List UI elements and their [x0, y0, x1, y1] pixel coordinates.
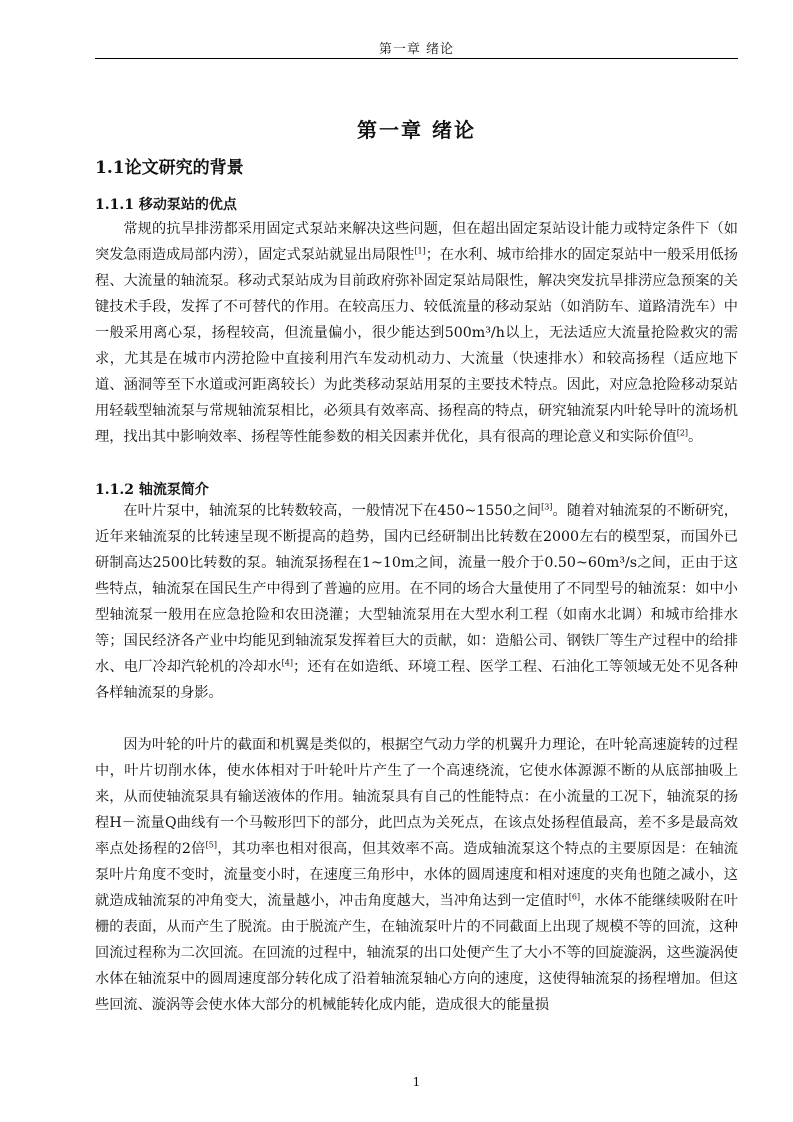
subsection-title-mobile-pump-station: 1.1.1 移动泵站的优点: [95, 197, 237, 213]
citation-ref: [6]: [568, 892, 581, 902]
citation-ref: [2]: [676, 428, 689, 438]
paragraph-text: 因为叶轮的叶片的截面和机翼是类似的，根据空气动力学的机翼升力理论，在叶轮高速旋转的过程中，叶片切削水体，使水体相对于叶轮叶片产生了一个高速绕流，它使水体源源不断的从底部抽吸上来，从而使轴流泵具有输送液体的作用。轴流泵具有自己的性能特点：在小流量的工况下，轴流泵的扬程H－流量Q曲线有一个马鞍形凹下的部分，此凹点为关死点，在该点处扬程值最高，差不多是最高效率点处扬程的2倍: [95, 737, 738, 857]
citation-ref: [4]: [281, 658, 294, 668]
subsection-title-axial-pump: 1.1.2 轴流泵简介: [95, 482, 209, 498]
paragraph-text: ；在水利、城市给排水的固定泵站中一般采用低扬程、大流量的轴流泵。移动式泵站成为目前政府弥补固定泵站局限性，解决突发抗旱排涝应急预案的关键技术手段，发挥了不可替代的作用。在较高压力、较低流量的移动泵站（如消防车、道路清洗车）中一般采用离心泵，扬程较高，但流量偏小，很少能达到500m³/h以上，无法适应大流量抢险救灾的需求，尤其是在城市内涝抢险中直接利用汽车发动机动力、大流量（快速排水）和较高扬程（适应地下道、涵洞等至下水道或河距离较长）为此类移动泵站用泵的主要技术特点。因此，对应急抢险移动泵站用轻载型轴流泵与常规轴流泵相比，必须具有效率高、扬程高的特点，研究轴流泵内叶轮导叶的流场机理，找出其中影响效率、扬程等性能参数的相关因素并优化，具有很高的理论意义和实际价值: [95, 247, 738, 445]
paragraph-text: 。: [688, 429, 703, 445]
page-number: 1: [412, 1075, 421, 1089]
paragraph-text: ；还有在如造纸、环境工程、医学工程、石油化工等领域无处不见各种各样轴流泵的身影。: [95, 659, 738, 701]
header-rule: [95, 58, 738, 59]
paragraph-text: ，其功率也相对很高，但其效率不高。造成轴流泵这个特点的主要原因是：在轴流泵叶片角度不变时，流量变小时，在速度三角形中，水体的圆周速度和相对速度的夹角也随之减小，这就造成轴流泵的冲角变大，流量越小，冲击角度越大，当冲角达到一定值时: [95, 841, 738, 909]
paragraph-mobile-pump-station: [95, 216, 738, 450]
paragraph-text: 常规的抗旱排涝都采用固定式泵站来解决这些问题，但在超出固定泵站设计能力或特定条件下（如突发急雨造成局部内涝），固定式泵站就显出局限性: [95, 221, 738, 263]
running-header: 第一章 绪论: [378, 42, 455, 57]
paragraph-text: 。随着对轴流泵的不断研究，近年来轴流泵的比转速呈现不断提高的趋势，国内已经研制出比转数在2000左右的模型泵，而国外已研制高达2500比转数的泵。轴流泵扬程在1~10m之间，流量一般介于0.50~60m³/s之间，正由于这些特点，轴流泵在国民生产中得到了普遍的应用。在不同的场合大量使用了不同型号的轴流泵：如中小型轴流泵一般用在应急抢险和农田浇灌；大型轴流泵用在大型水利工程（如南水北调）和城市给排水等；国民经济各产业中均能见到轴流泵发挥着巨大的贡献，如：造船公司、钢铁厂等生产过程中的给排水、电厂冷却汽轮机的冷却水: [95, 503, 738, 675]
chapter-title: 第一章 绪论: [357, 118, 476, 142]
citation-ref: [1]: [414, 246, 426, 256]
paragraph-axial-pump-intro: [95, 498, 738, 706]
citation-ref: [3]: [541, 502, 553, 512]
paragraph-text: 在叶片泵中，轴流泵的比转数较高，一般情况下在450~1550之间: [123, 503, 542, 519]
citation-ref: [5]: [205, 840, 217, 850]
section-title: 1.1论文研究的背景: [95, 158, 244, 178]
paragraph-text: ，水体不能继续吸附在叶栅的表面，从而产生了脱流。由于脱流产生，在轴流泵叶片的不同截面上出现了规模不等的回流，这种回流过程称为二次回流。在回流的过程中，轴流泵的出口处便产生了大小不等的回旋漩涡，这些漩涡使水体在轴流泵中的圆周速度部分转化成了沿着轴流泵轴心方向的速度，这使得轴流泵的扬程增加。但这些回流、漩涡等会使水体大部分的机械能转化成内能，造成很大的能量损: [95, 893, 738, 1013]
paragraph-axial-pump-principle: [95, 732, 738, 1018]
